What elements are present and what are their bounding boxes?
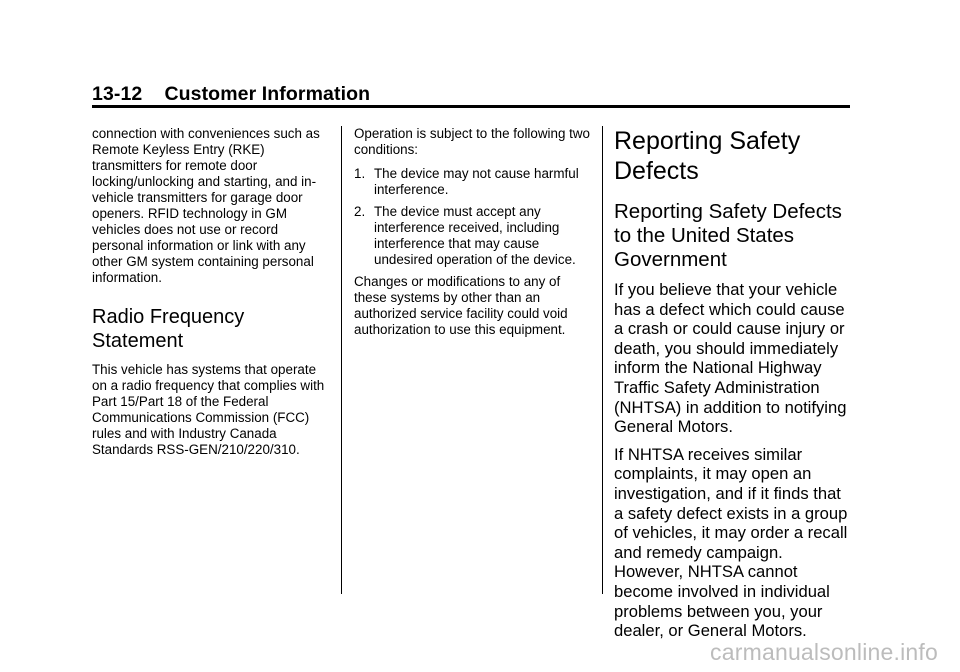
list-item-number: 2. (354, 204, 366, 219)
report-defect-paragraph: If you believe that your vehicle has a defect which could cause a crash or could cause injury or death, you should immediately inform the National Highway Traffic Safety Administration (NHTSA) in addition to notifying General Motors. (614, 280, 847, 437)
list-item (354, 204, 590, 268)
conditions-list (354, 166, 590, 268)
changes-paragraph: Changes or modifications to any of these systems by other than an authorized service facility could void authorization to use this equipment. (354, 274, 568, 337)
reporting-to-government-heading: Reporting Safety Defects to the United States Government (614, 200, 842, 271)
page-title: 13-12 Customer Information (92, 83, 371, 105)
column-divider-1 (341, 126, 342, 594)
column-right (614, 126, 854, 641)
radio-frequency-paragraph: This vehicle has systems that operate on a radio frequency that complies with Part 15/Part 18 of the Federal Communications Commission (FCC) rules and with Industry Canada Standards RSS-GEN/210/220/310. (92, 362, 325, 457)
page-header (92, 82, 850, 106)
list-item (354, 166, 590, 198)
list-item-number: 1. (354, 166, 366, 181)
column-middle (354, 126, 590, 338)
intro-paragraph: connection with conveniences such as Remote Keyless Entry (RKE) transmitters for remote door locking/unlocking and starting, and in-vehicle transmitters for garage door openers. RFID technology in GM vehicles does not use or record personal information or link with any other GM system containing personal information. (92, 126, 320, 285)
conditions-intro: Operation is subject to the following two conditions: (354, 126, 590, 157)
header-rule (92, 105, 850, 108)
column-divider-2 (602, 126, 603, 594)
nhtsa-investigation-paragraph: If NHTSA receives similar complaints, it may open an investigation, and if it finds that a safety defect exists in a group of vehicles, it may order a recall and remedy campaign. However, NHTSA cannot become involved in individual problems between you, your dealer, or General Motors. (614, 444, 848, 641)
column-left (92, 126, 328, 458)
list-item-text: The device may not cause harmful interference. (374, 166, 579, 197)
watermark: carmanualsonline.info (710, 639, 938, 665)
radio-frequency-heading: Radio Frequency Statement (92, 306, 245, 352)
list-item-text: The device must accept any interference received, including interference that may cause undesired operation of the device. (374, 204, 576, 267)
reporting-safety-defects-heading: Reporting Safety Defects (614, 127, 801, 185)
